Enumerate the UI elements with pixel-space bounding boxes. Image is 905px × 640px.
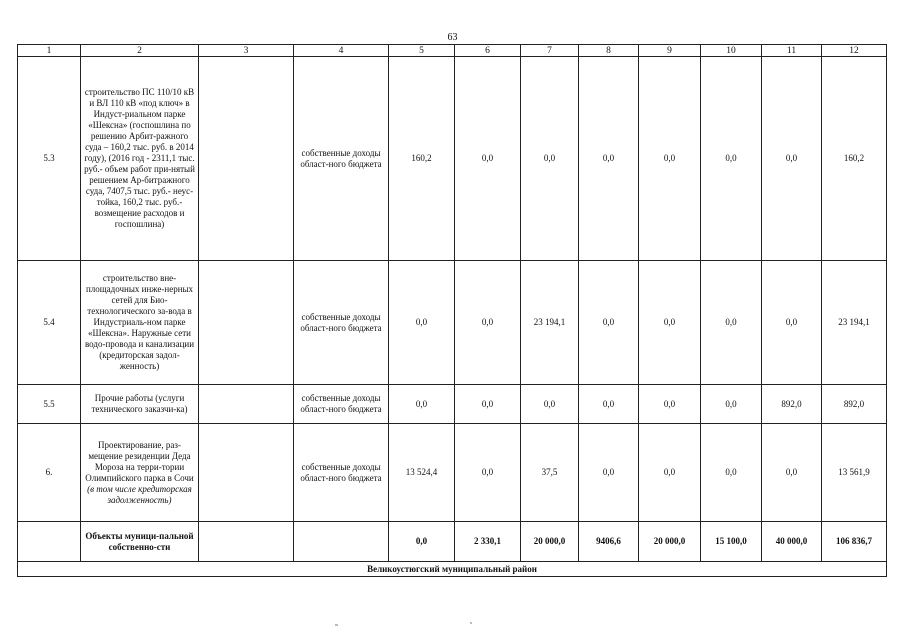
value-cell: 0,0 <box>762 261 822 385</box>
total-value: 40 000,0 <box>762 522 822 562</box>
header-cell: 4 <box>294 45 389 57</box>
row-source: собственные доходы област-ного бюджета <box>294 424 389 522</box>
value-cell: 0,0 <box>521 57 579 261</box>
value-cell: 0,0 <box>455 385 521 424</box>
value-cell: 23 194,1 <box>521 261 579 385</box>
row-source: собственные доходы област-ного бюджета <box>294 261 389 385</box>
header-cell: 3 <box>199 45 294 57</box>
total-value: 20 000,0 <box>639 522 701 562</box>
value-cell: 0,0 <box>639 57 701 261</box>
scan-speck <box>335 624 338 626</box>
row-name: Прочие работы (услуги технического заказчи-ка) <box>81 385 199 424</box>
value-cell: 0,0 <box>639 385 701 424</box>
total-value: 9406,6 <box>579 522 639 562</box>
value-cell: 0,0 <box>639 424 701 522</box>
header-cell: 9 <box>639 45 701 57</box>
value-cell: 0,0 <box>579 57 639 261</box>
header-cell: 12 <box>822 45 887 57</box>
row-source: собственные доходы област-ного бюджета <box>294 385 389 424</box>
value-cell: 160,2 <box>389 57 455 261</box>
value-cell: 0,0 <box>389 385 455 424</box>
value-cell: 23 194,1 <box>822 261 887 385</box>
empty-cell <box>199 385 294 424</box>
row-name: строительство вне-площадочных инже-нерных сетей для Био-технологического за-вода в Индустриаль-ном парке «Шексна». Наружные сети водо-провода и канализации (кредиторская задол-женность) <box>81 261 199 385</box>
section-row <box>18 562 887 577</box>
row-source: собственные доходы област-ного бюджета <box>294 57 389 261</box>
value-cell: 0,0 <box>579 261 639 385</box>
value-cell: 0,0 <box>762 424 822 522</box>
empty-cell <box>18 522 81 562</box>
value-cell: 0,0 <box>579 385 639 424</box>
total-row <box>18 522 887 562</box>
value-cell: 892,0 <box>762 385 822 424</box>
table-row <box>18 385 887 424</box>
total-value: 20 000,0 <box>521 522 579 562</box>
header-cell: 5 <box>389 45 455 57</box>
header-cell: 11 <box>762 45 822 57</box>
empty-cell <box>199 57 294 261</box>
table-row <box>18 261 887 385</box>
table-row <box>18 57 887 261</box>
table-row <box>18 424 887 522</box>
budget-table <box>17 44 887 577</box>
header-cell: 10 <box>701 45 762 57</box>
header-cell: 7 <box>521 45 579 57</box>
value-cell: 0,0 <box>579 424 639 522</box>
total-value: 0,0 <box>389 522 455 562</box>
value-cell: 0,0 <box>701 424 762 522</box>
value-cell: 0,0 <box>639 261 701 385</box>
scan-speck <box>470 622 472 624</box>
value-cell: 0,0 <box>389 261 455 385</box>
page-number: 63 <box>447 32 458 43</box>
header-row <box>18 45 887 57</box>
header-cell: 6 <box>455 45 521 57</box>
value-cell: 0,0 <box>455 57 521 261</box>
value-cell: 13 524,4 <box>389 424 455 522</box>
row-index: 5.3 <box>18 57 81 261</box>
value-cell: 892,0 <box>822 385 887 424</box>
value-cell: 0,0 <box>701 57 762 261</box>
header-cell: 8 <box>579 45 639 57</box>
value-cell: 0,0 <box>521 385 579 424</box>
value-cell: 0,0 <box>701 261 762 385</box>
row-name-note: (в том числе кредиторская задолженность) <box>87 483 192 505</box>
row-name-cell <box>81 424 199 522</box>
value-cell: 0,0 <box>701 385 762 424</box>
row-name: Проектирование, раз-мещение резиденции Деда Мороза на терри-тории Олимпийского парка в Сочи <box>85 439 194 483</box>
value-cell: 0,0 <box>455 261 521 385</box>
total-value: 106 836,7 <box>822 522 887 562</box>
empty-cell <box>199 261 294 385</box>
empty-cell <box>199 522 294 562</box>
value-cell: 160,2 <box>822 57 887 261</box>
empty-cell <box>294 522 389 562</box>
total-label: Объекты муници-пальной собственно-сти <box>81 522 199 562</box>
row-index: 5.4 <box>18 261 81 385</box>
value-cell: 0,0 <box>455 424 521 522</box>
header-cell: 1 <box>18 45 81 57</box>
total-value: 15 100,0 <box>701 522 762 562</box>
value-cell: 0,0 <box>762 57 822 261</box>
total-value: 2 330,1 <box>455 522 521 562</box>
row-index: 5.5 <box>18 385 81 424</box>
row-name: строительство ПС 110/10 кВ и ВЛ 110 кВ «под ключ» в Индуст-риальном парке «Шексна» (госпошлина по решению Арбит-ражного суда – 160,2 тыс. руб. в 2014 году), (2016 год - 2311,1 тыс. руб.- объем работ при-нятый решением Ар-битражного суда, 7407,5 тыс. руб.- неус-тойка, 160,2 тыс. руб.-возмещение расходов и госпошлина) <box>81 57 199 261</box>
empty-cell <box>199 424 294 522</box>
value-cell: 37,5 <box>521 424 579 522</box>
section-title: Великоустюгский муниципальный район <box>18 562 887 577</box>
value-cell: 13 561,9 <box>822 424 887 522</box>
row-index: 6. <box>18 424 81 522</box>
header-cell: 2 <box>81 45 199 57</box>
